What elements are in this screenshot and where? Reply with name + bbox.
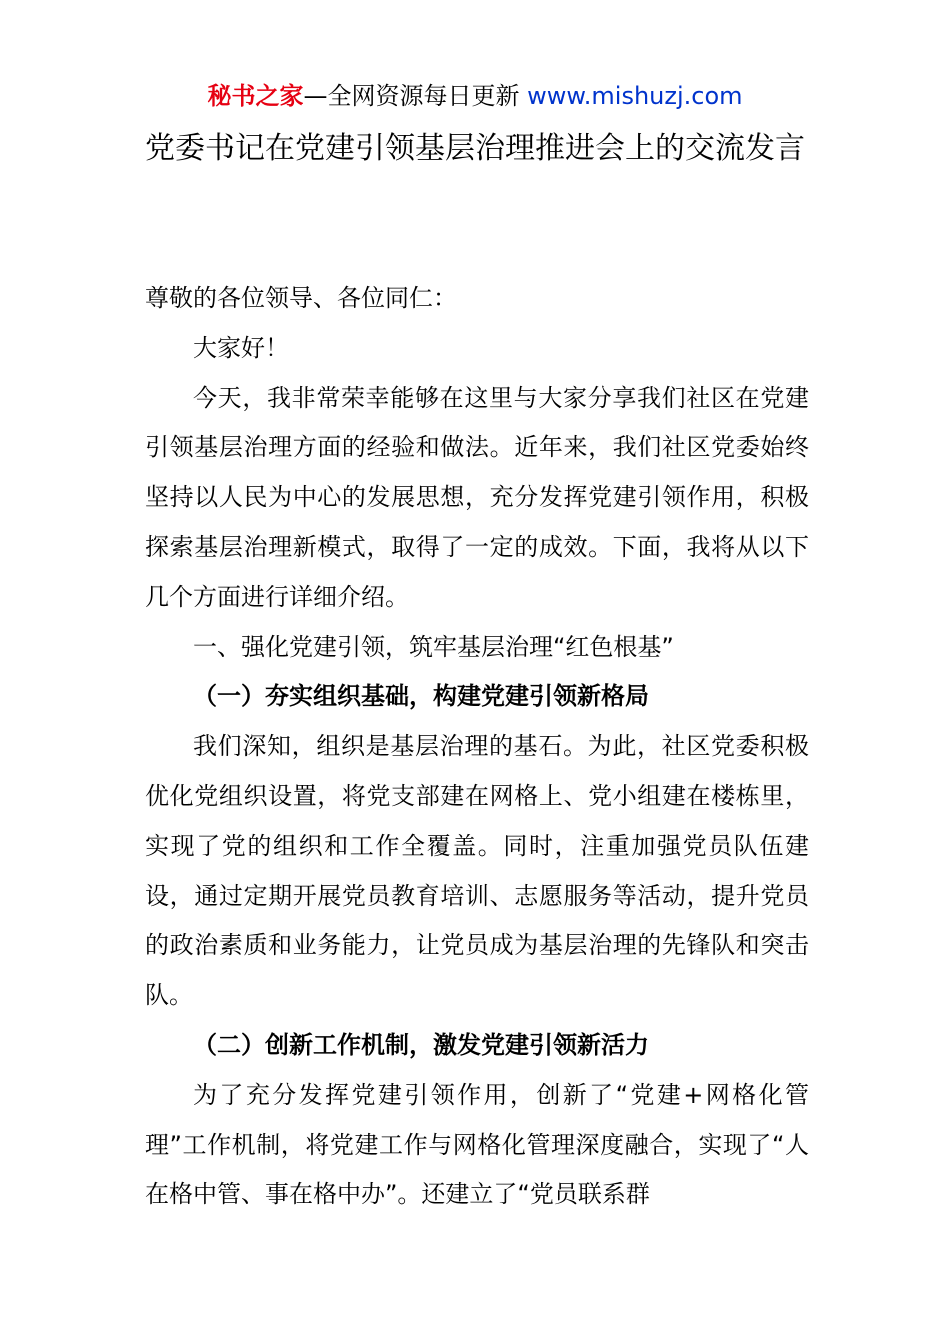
subsection-paragraph-1: 我们深知，组织是基层治理的基石。为此，社区党委积极优化党组织设置，将党支部建在网格上、党小组建在楼栋里，实现了党的组织和工作全覆盖。同时，注重加强党员队伍建设，通过定期开展党员教育培训、志愿服务等活动，提升党员的政治素质和业务能力，让党员成为基层治理的先锋队和突击队。 [145, 732, 809, 1010]
subsection-heading-2: （二）创新工作机制，激发党建引领新活力 [193, 1030, 649, 1059]
subsection-heading-1: （一）夯实组织基础，构建党建引领新格局 [193, 682, 649, 711]
salutation: 尊敬的各位领导、各位同仁： [145, 284, 457, 312]
header-tagline: —全网资源每日更新 [303, 82, 528, 110]
section-heading-1: 一、强化党建引领，筑牢基层治理“红色根基” [193, 632, 674, 661]
greeting: 大家好！ [193, 333, 289, 362]
site-header [0, 78, 950, 114]
document-body [145, 274, 809, 1220]
brand-name: 秘书之家 [207, 82, 304, 110]
intro-paragraph: 今天，我非常荣幸能够在这里与大家分享我们社区在党建引领基层治理方面的经验和做法。近年来，我们社区党委始终坚持以人民为中心的发展思想，充分发挥党建引领作用，积极探索基层治理新模式，取得了一定的成效。下面，我将从以下几个方面进行详细介绍。 [145, 383, 809, 611]
document-title: 党委书记在党建引领基层治理推进会上的交流发言 [145, 131, 805, 166]
site-url: www.mishuzj.com [527, 82, 743, 110]
subsection-paragraph-2: 为了充分发挥党建引领作用，创新了“党建+网格化管理”工作机制，将党建工作与网格化管理深度融合，实现了“人在格中管、事在格中办”。还建立了“党员联系群 [145, 1080, 809, 1209]
